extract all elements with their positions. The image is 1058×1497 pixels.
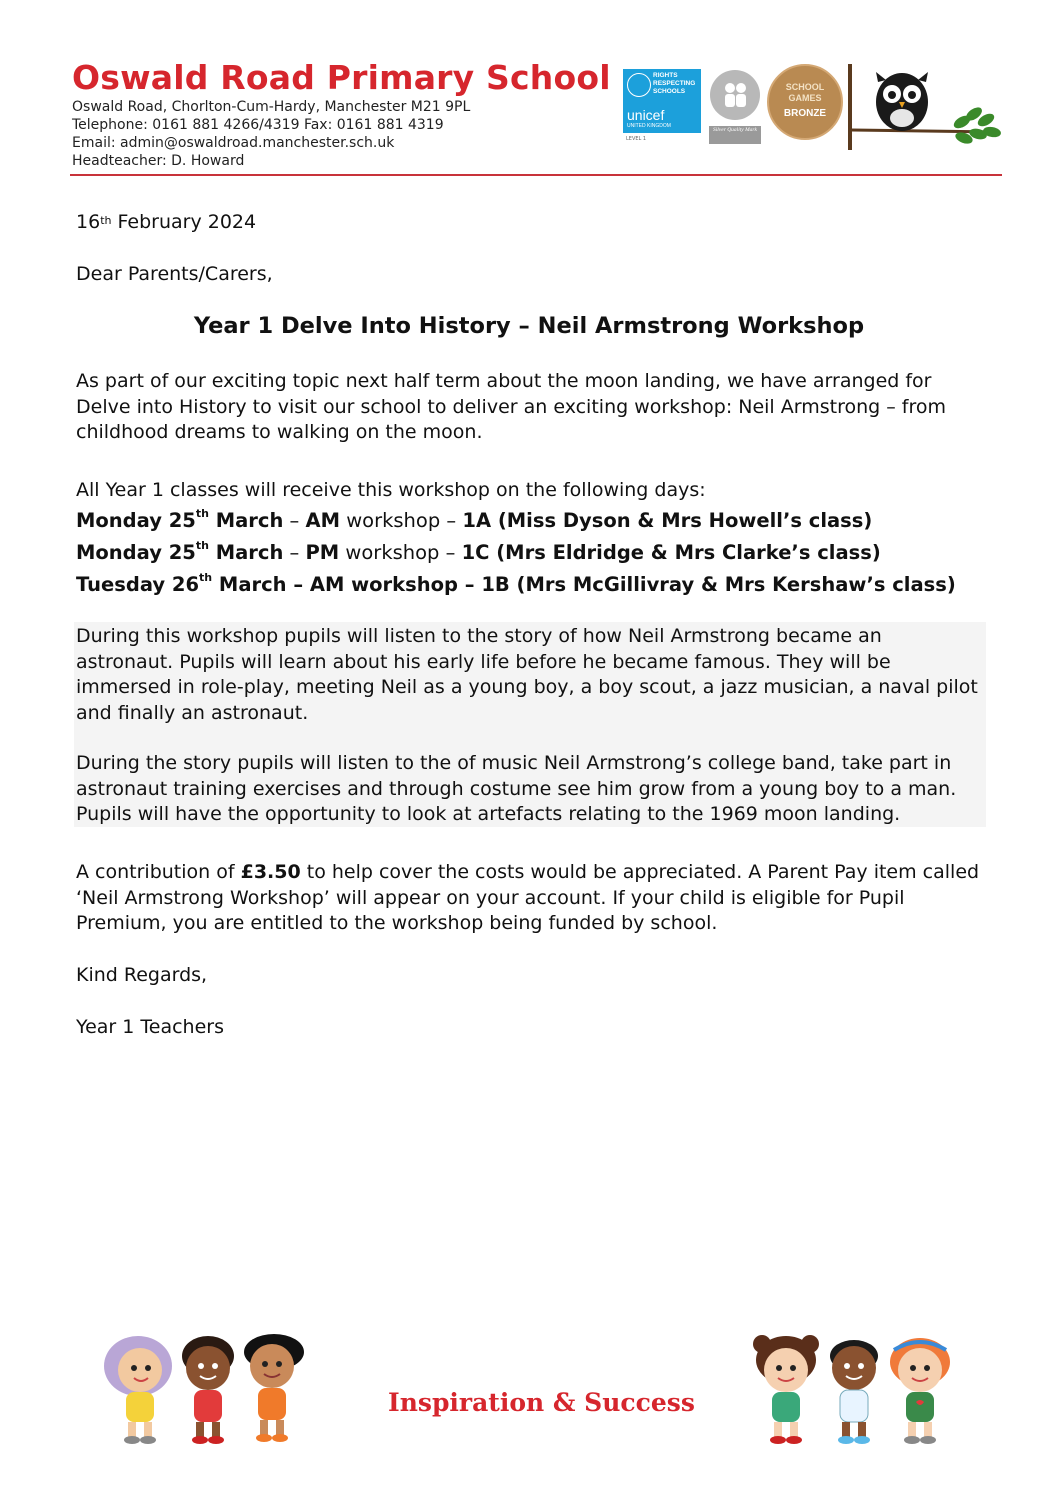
globe-icon [627,73,651,97]
rrs-line-2: RESPECTING [653,80,696,87]
school-name: Oswald Road Primary School [72,58,611,97]
signature: Year 1 Teachers [76,1016,224,1038]
intro-paragraph: As part of our exciting topic next half term about the moon landing, we have arranged for Delve into History to visit our school to deliver an exciting workshop: Neil Armstrong – from childhood dreams to walking on the moon. [76,370,947,443]
unicef-rrs-badge [623,69,701,133]
headteacher: Headteacher: D. Howard [72,153,245,169]
school-motto: Inspiration & Success [388,1388,695,1417]
closing: Kind Regards, [76,964,208,986]
games-title: SCHOOL GAMES [785,82,825,103]
school-email: Email: admin@oswaldroad.manchester.sch.uk [72,135,395,151]
quality-mark-badge [710,70,760,120]
header-divider [70,174,1002,176]
children-illustration-left-icon [96,1330,312,1446]
unicef-country: UNITED KINGDOM [627,123,671,129]
schedule-item: Monday 25th March – PM workshop – 1C (Mrs Eldridge & Mrs Clarke’s class) [76,539,881,564]
games-level: BRONZE [783,108,827,119]
children-silhouette-icon [710,70,760,120]
salutation: Dear Parents/Carers, [76,263,273,285]
children-illustration-right-icon [748,1330,966,1448]
rrs-line-1: RIGHTS [653,72,678,79]
letter-title: Year 1 Delve Into History – Neil Armstrong Workshop [193,313,865,339]
unicef-wordmark: unicef [627,107,665,123]
letter-date: 16th February 2024 [76,211,257,233]
contribution-paragraph: A contribution of £3.50 to help cover the costs would be appreciated. A Parent Pay item called ‘Neil Armstrong Workshop’ will appear on your account. If your child is eligible for Pupil Premium, you are entitled to the workshop being funded by school. [76,861,980,934]
schedule-intro: All Year 1 classes will receive this workshop on the following days: [76,479,706,501]
school-address: Oswald Road, Chorlton-Cum-Hardy, Manchester M21 9PL [72,99,471,115]
school-phone: Telephone: 0161 881 4266/4319 Fax: 0161 881 4319 [72,117,444,133]
rrs-line-3: SCHOOLS [653,88,686,95]
quality-mark-label: Silver Quality Mark [709,126,761,144]
school-games-bronze-badge [767,64,843,140]
schedule-item: Tuesday 26th March – AM workshop – 1B (Mrs McGillivray & Mrs Kershaw’s class) [76,571,956,596]
details-paragraph-2: During the story pupils will listen to the of music Neil Armstrong’s college band, take part in astronaut training exercises and through costume see him grow from a young boy to a man. Pupils will have the opportunity to look at artefacts relating to the 1969 moon landing. [76,752,957,825]
owl-logo-icon [846,62,1004,154]
contribution-amount: £3.50 [240,861,301,883]
details-paragraph-1: During this workshop pupils will listen to the story of how Neil Armstrong became an astronaut. Pupils will learn about his early life before he became famous. They will be immersed in role-play, meeting Neil as a young boy, a boy scout, a jazz musician, a naval pilot and finally an astronaut. [76,625,978,724]
unicef-level: LEVEL 1 [626,136,647,142]
schedule-item: Monday 25th March – AM workshop – 1A (Miss Dyson & Mrs Howell’s class) [76,507,873,532]
